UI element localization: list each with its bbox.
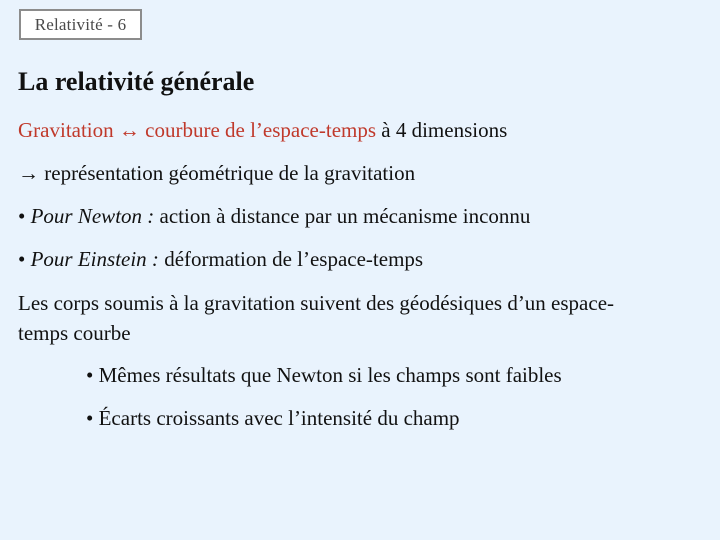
einstein-bullet [18,246,423,272]
newton-label: Pour Newton : [30,204,155,228]
sub-bullet-weak-fields: • Mêmes résultats que Newton si les champs sont faibles [86,363,562,387]
sub-bullet-strong-fields: • Écarts croissants avec l’intensité du champ [86,406,460,430]
newton-bullet [18,203,530,229]
geometric-representation-line: → représentation géométrique de la gravitation [18,161,416,185]
dimensions-phrase: à 4 dimensions [376,118,508,142]
einstein-label: Pour Einstein : [30,247,159,271]
gravitation-curvature-phrase: Gravitation ↔ courbure de l’espace-temps [18,118,377,142]
einstein-text: déformation de l’espace-temps [158,247,424,271]
newton-text: action à distance par un mécanisme inconnu [154,204,531,228]
bullet-marker: • [18,247,31,271]
bullet-marker: • [18,204,31,228]
slide-number-tag: Relativité - 6 [19,9,142,40]
gravitation-line [18,117,507,143]
geodesics-paragraph: Les corps soumis à la gravitation suivent des géodésiques d’un espace-temps courbe [18,291,615,345]
slide-title: La relativité générale [18,67,255,96]
